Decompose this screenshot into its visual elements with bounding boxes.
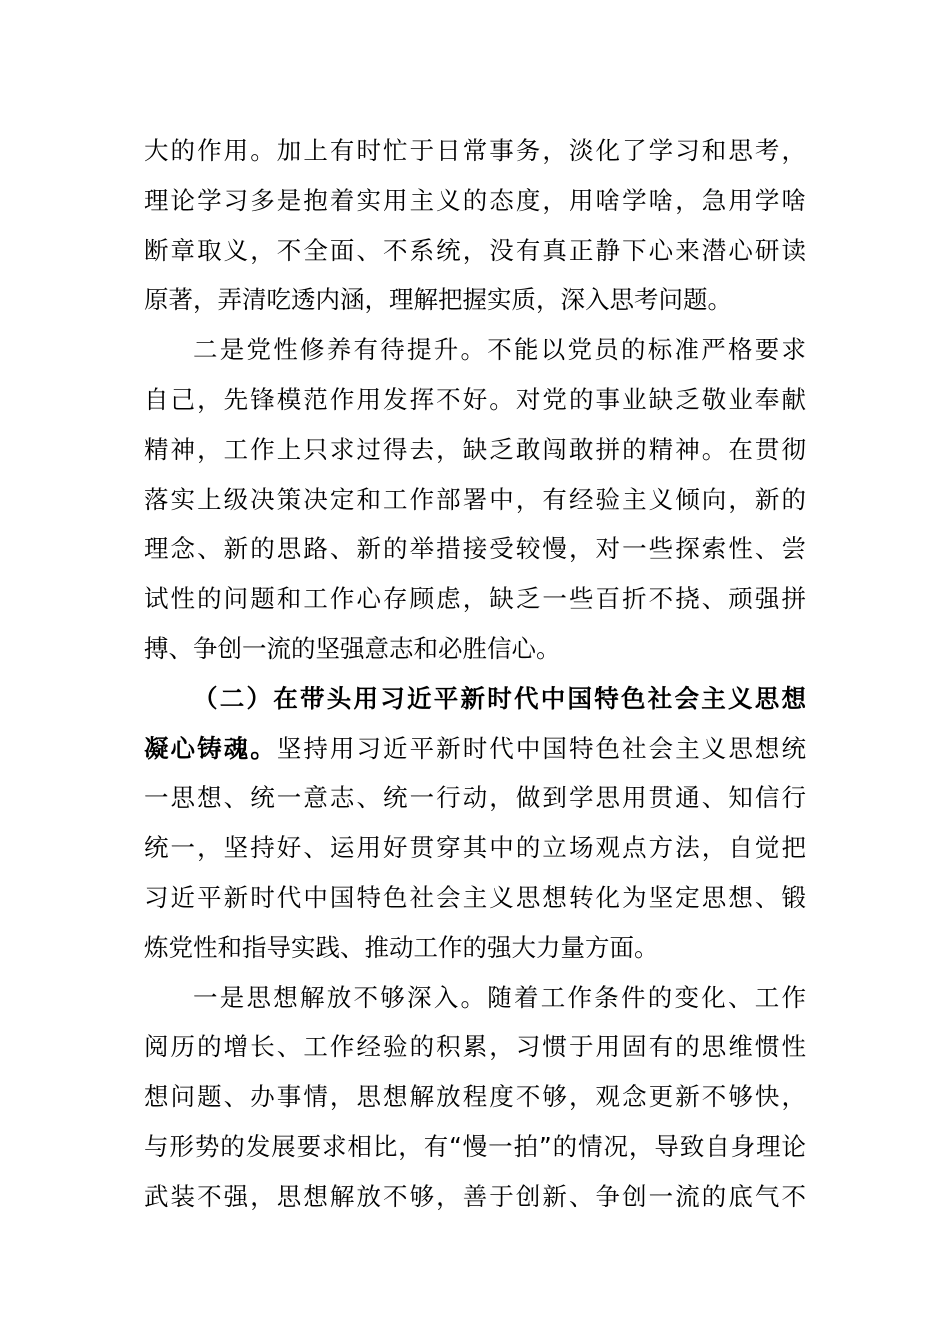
- section-heading-line: [144, 674, 806, 724]
- text-line: 统一，坚持好、运用好贯穿其中的立场观点方法，自觉把: [144, 833, 806, 863]
- text-line: 搏、争创一流的坚强意志和必胜信心。: [144, 633, 561, 663]
- text-line: 武装不强，思想解放不够，善于创新、争创一流的底气不: [144, 1181, 806, 1211]
- text-line: 落实上级决策决定和工作部署中，有经验主义倾向，新的: [144, 484, 806, 514]
- paragraph-group-before-heading: [144, 126, 806, 674]
- text-line: 原著，弄清吃透内涵，理解把握实质，深入思考问题。: [144, 285, 732, 315]
- section-heading: （二）在带头用习近平新时代中国特色社会主义思想: [193, 683, 806, 713]
- text-line: 自己，先锋模范作用发挥不好。对党的事业缺乏敬业奉献: [144, 384, 806, 414]
- text-line: 一思想、统一意志、统一行动，做到学思用贯通、知信行: [144, 783, 806, 813]
- text-line: 精神，工作上只求过得去，缺乏敢闯敢拼的精神。在贯彻: [144, 434, 806, 464]
- text-line: 大的作用。加上有时忙于日常事务，淡化了学习和思考，: [144, 136, 806, 165]
- text-line: 阅历的增长、工作经验的积累，习惯于用固有的思维惯性: [144, 1032, 806, 1062]
- text-line: 习近平新时代中国特色社会主义思想转化为坚定思想、锻: [144, 882, 806, 912]
- text-line: 与形势的发展要求相比，有“慢一拍”的情况，导致自身理论: [144, 1131, 806, 1161]
- text-line: 二是党性修养有待提升。不能以党员的标准严格要求: [193, 335, 806, 365]
- document-body: [144, 126, 806, 1222]
- text-line: 理念、新的思路、新的举措接受较慢，对一些探索性、尝: [144, 534, 806, 564]
- text-line: 一是思想解放不够深入。随着工作条件的变化、工作: [193, 982, 806, 1012]
- text-line: 试性的问题和工作心存顾虑，缺乏一些百折不挠、顽强拼: [144, 584, 806, 614]
- section-heading-body-text: 坚持用习近平新时代中国特色社会主义思想统: [276, 733, 806, 763]
- text-line: 断章取义，不全面、不系统，没有真正静下心来潜心研读: [144, 235, 806, 265]
- section-heading-tail: 凝心铸魂。: [144, 733, 277, 763]
- paragraph-group-after-heading: [144, 773, 806, 1221]
- section-heading-continuation-line: [144, 724, 806, 774]
- text-line: 炼党性和指导实践、推动工作的强大力量方面。: [144, 932, 659, 962]
- text-line: 想问题、办事情，思想解放程度不够，观念更新不够快，: [144, 1082, 806, 1112]
- text-line: 理论学习多是抱着实用主义的态度，用啥学啥，急用学啥: [144, 185, 806, 215]
